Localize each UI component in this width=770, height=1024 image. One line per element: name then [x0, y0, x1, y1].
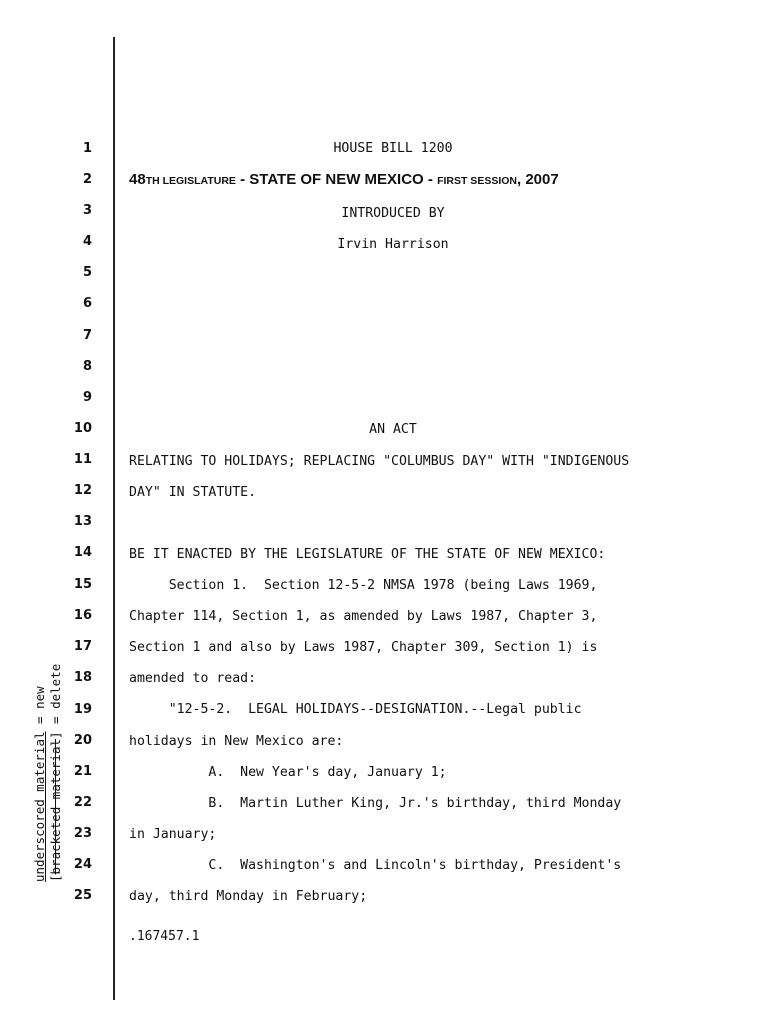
heading-separator: -	[235, 171, 250, 188]
sponsor-name: Irvin Harrison	[337, 237, 449, 252]
legislature-heading	[129, 171, 629, 190]
introduced-by: INTRODUCED BY	[341, 206, 445, 221]
line-number: 19	[73, 702, 92, 717]
line-number: 15	[73, 577, 92, 592]
legend-new	[32, 630, 48, 882]
line-number: 20	[73, 733, 92, 748]
line-number: 8	[82, 359, 92, 374]
line-number: 12	[73, 483, 92, 498]
line-number: 21	[73, 764, 92, 779]
line-number: 2	[82, 172, 92, 187]
act-title: AN ACT	[369, 422, 417, 437]
line-number: 14	[73, 545, 92, 560]
line-number: 3	[82, 203, 92, 218]
bill-text-line: RELATING TO HOLIDAYS; REPLACING "COLUMBUS DAY" WITH "INDIGENOUS	[129, 454, 630, 469]
bill-text-line: amended to read:	[129, 671, 257, 686]
session-label: FIRST SESSION	[437, 175, 517, 187]
line-number: 1	[82, 141, 92, 156]
line-number: 22	[73, 795, 92, 810]
heading-separator: -	[423, 171, 438, 188]
line-number: 10	[73, 421, 92, 436]
bill-number: HOUSE BILL 1200	[333, 141, 453, 156]
line-number: 5	[82, 265, 92, 280]
session-year: , 2007	[517, 171, 559, 188]
bill-text-line: day, third Monday in February;	[129, 889, 368, 904]
bill-text-line: Chapter 114, Section 1, as amended by Laws 1987, Chapter 3,	[129, 609, 598, 624]
bill-text-line: holidays in New Mexico are:	[129, 734, 344, 749]
bill-text-line: in January;	[129, 827, 217, 842]
document-code: .167457.1	[129, 929, 200, 944]
legend-bracket-close: ]	[48, 731, 63, 739]
state-name: STATE OF NEW MEXICO	[249, 171, 424, 188]
line-number: 16	[73, 608, 92, 623]
line-number: 11	[73, 452, 92, 467]
line-number: 4	[82, 234, 92, 249]
line-number: 18	[73, 670, 92, 685]
bill-text-line: "12-5-2. LEGAL HOLIDAYS--DESIGNATION.--Legal public	[129, 702, 582, 717]
line-number: 6	[82, 296, 92, 311]
bill-text-line: B. Martin Luther King, Jr.'s birthday, third Monday	[129, 796, 622, 811]
line-number: 13	[73, 514, 92, 529]
legend-delete-meaning: = delete	[48, 663, 63, 732]
bill-text-line: DAY" IN STATUTE.	[129, 485, 257, 500]
legend-bracket-open: [	[48, 874, 63, 882]
enacting-clause: BE IT ENACTED BY THE LEGISLATURE OF THE STATE OF NEW MEXICO:	[129, 547, 606, 562]
legislature-suffix: TH LEGISLATURE	[145, 175, 236, 187]
margin-rule	[113, 37, 115, 1000]
line-number: 17	[73, 639, 92, 654]
line-number: 25	[73, 888, 92, 903]
line-number: 24	[73, 857, 92, 872]
line-number: 7	[82, 328, 92, 343]
line-number: 23	[73, 826, 92, 841]
bill-text-line: Section 1. Section 12-5-2 NMSA 1978 (being Laws 1969,	[129, 578, 598, 593]
bill-text-line: C. Washington's and Lincoln's birthday, President's	[129, 858, 622, 873]
legend-new-meaning: = new	[32, 686, 47, 732]
legislature-number: 48	[129, 171, 146, 188]
bill-text-line: Section 1 and also by Laws 1987, Chapter 309, Section 1) is	[129, 640, 598, 655]
legend-bracketed: bracketed material	[48, 739, 63, 875]
markup-legend	[32, 630, 64, 882]
bill-text-line: A. New Year's day, January 1;	[129, 765, 447, 780]
line-number: 9	[82, 390, 92, 405]
legend-delete	[48, 630, 64, 882]
legend-underscored: underscored material	[32, 731, 47, 882]
